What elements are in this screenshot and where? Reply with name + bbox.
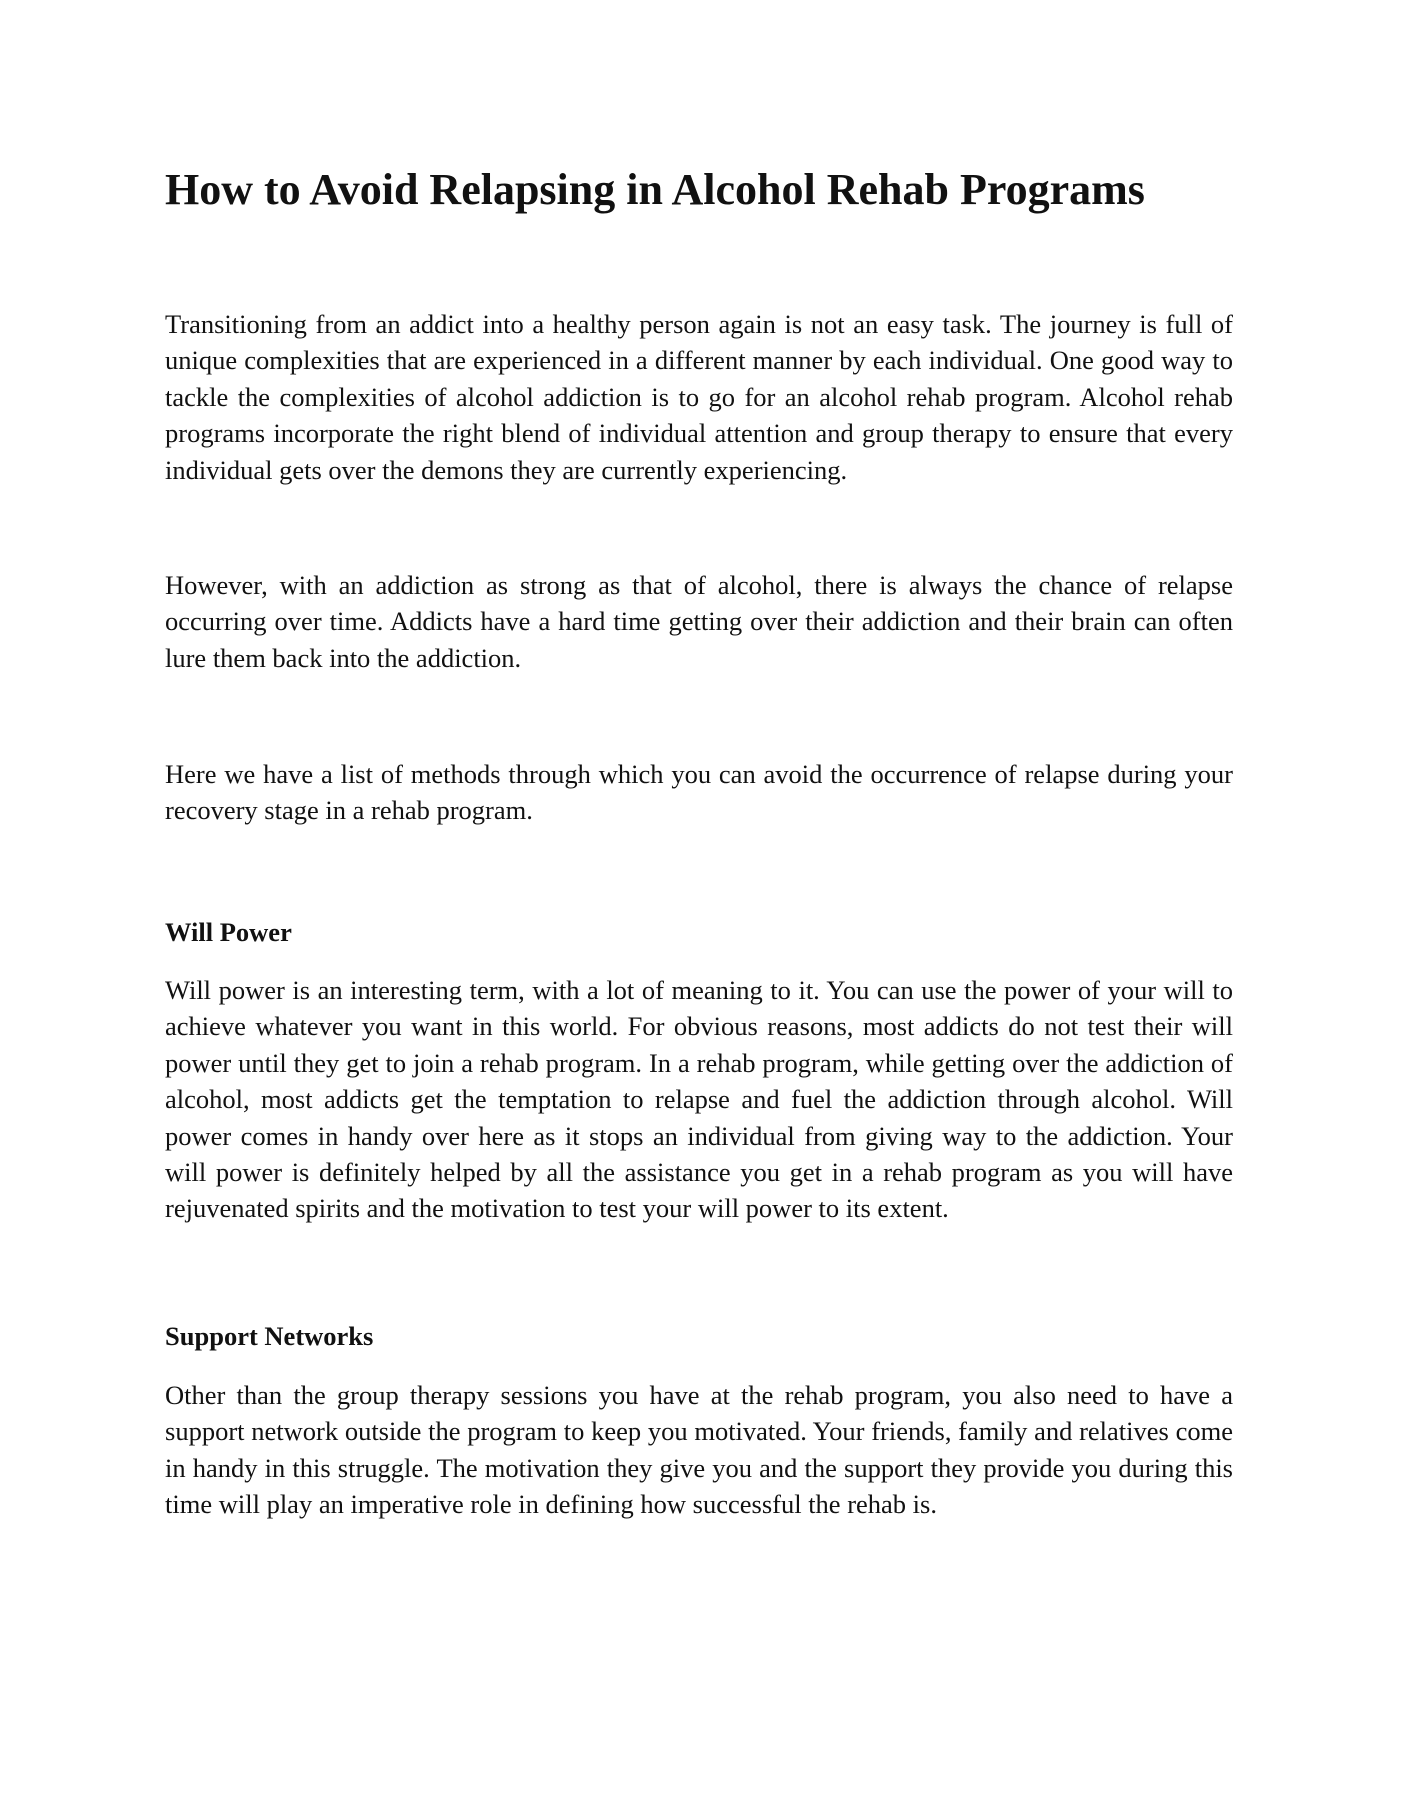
section-heading-will-power: Will Power [165, 917, 292, 947]
section-body-support-networks: Other than the group therapy sessions you have at the rehab program, you also need to have a support network outside the program to keep you motivated. Your friends, family and relatives come in handy in this struggle. The motivation they give you and the support they provide you during this time will play an imperative role in defining how successful the rehab is. [165, 1380, 1233, 1520]
document-title: How to Avoid Relapsing in Alcohol Rehab Programs [165, 165, 1145, 214]
intro-paragraph-2: However, with an addiction as strong as that of alcohol, there is always the chance of relapse occurring over time. Addicts have a hard time getting over their addiction and their brain can often lure them back into the addiction. [165, 570, 1233, 673]
section-heading-support-networks: Support Networks [165, 1321, 374, 1351]
intro-paragraph-3: Here we have a list of methods through which you can avoid the occurrence of relapse during your recovery stage in a rehab program. [165, 759, 1233, 826]
intro-paragraph-1: Transitioning from an addict into a healthy person again is not an easy task. The journey is full of unique complexities that are experienced in a different manner by each individual. One good way to tackle the complexities of alcohol addiction is to go for an alcohol rehab program. Alcohol rehab programs incorporate the right blend of individual attention and group therapy to ensure that every individual gets over the demons they are currently experiencing. [165, 309, 1233, 485]
section-body-will-power: Will power is an interesting term, with a lot of meaning to it. You can use the power of your will to achieve whatever you want in this world. For obvious reasons, most addicts do not test their will power until they get to join a rehab program. In a rehab program, while getting over the addiction of alcohol, most addicts get the temptation to relapse and fuel the addiction through alcohol. Will power comes in handy over here as it stops an individual from giving way to the addiction. Your will power is definitely helped by all the assistance you get in a rehab program as you will have rejuvenated spirits and the motivation to test your will power to its extent. [165, 975, 1233, 1224]
